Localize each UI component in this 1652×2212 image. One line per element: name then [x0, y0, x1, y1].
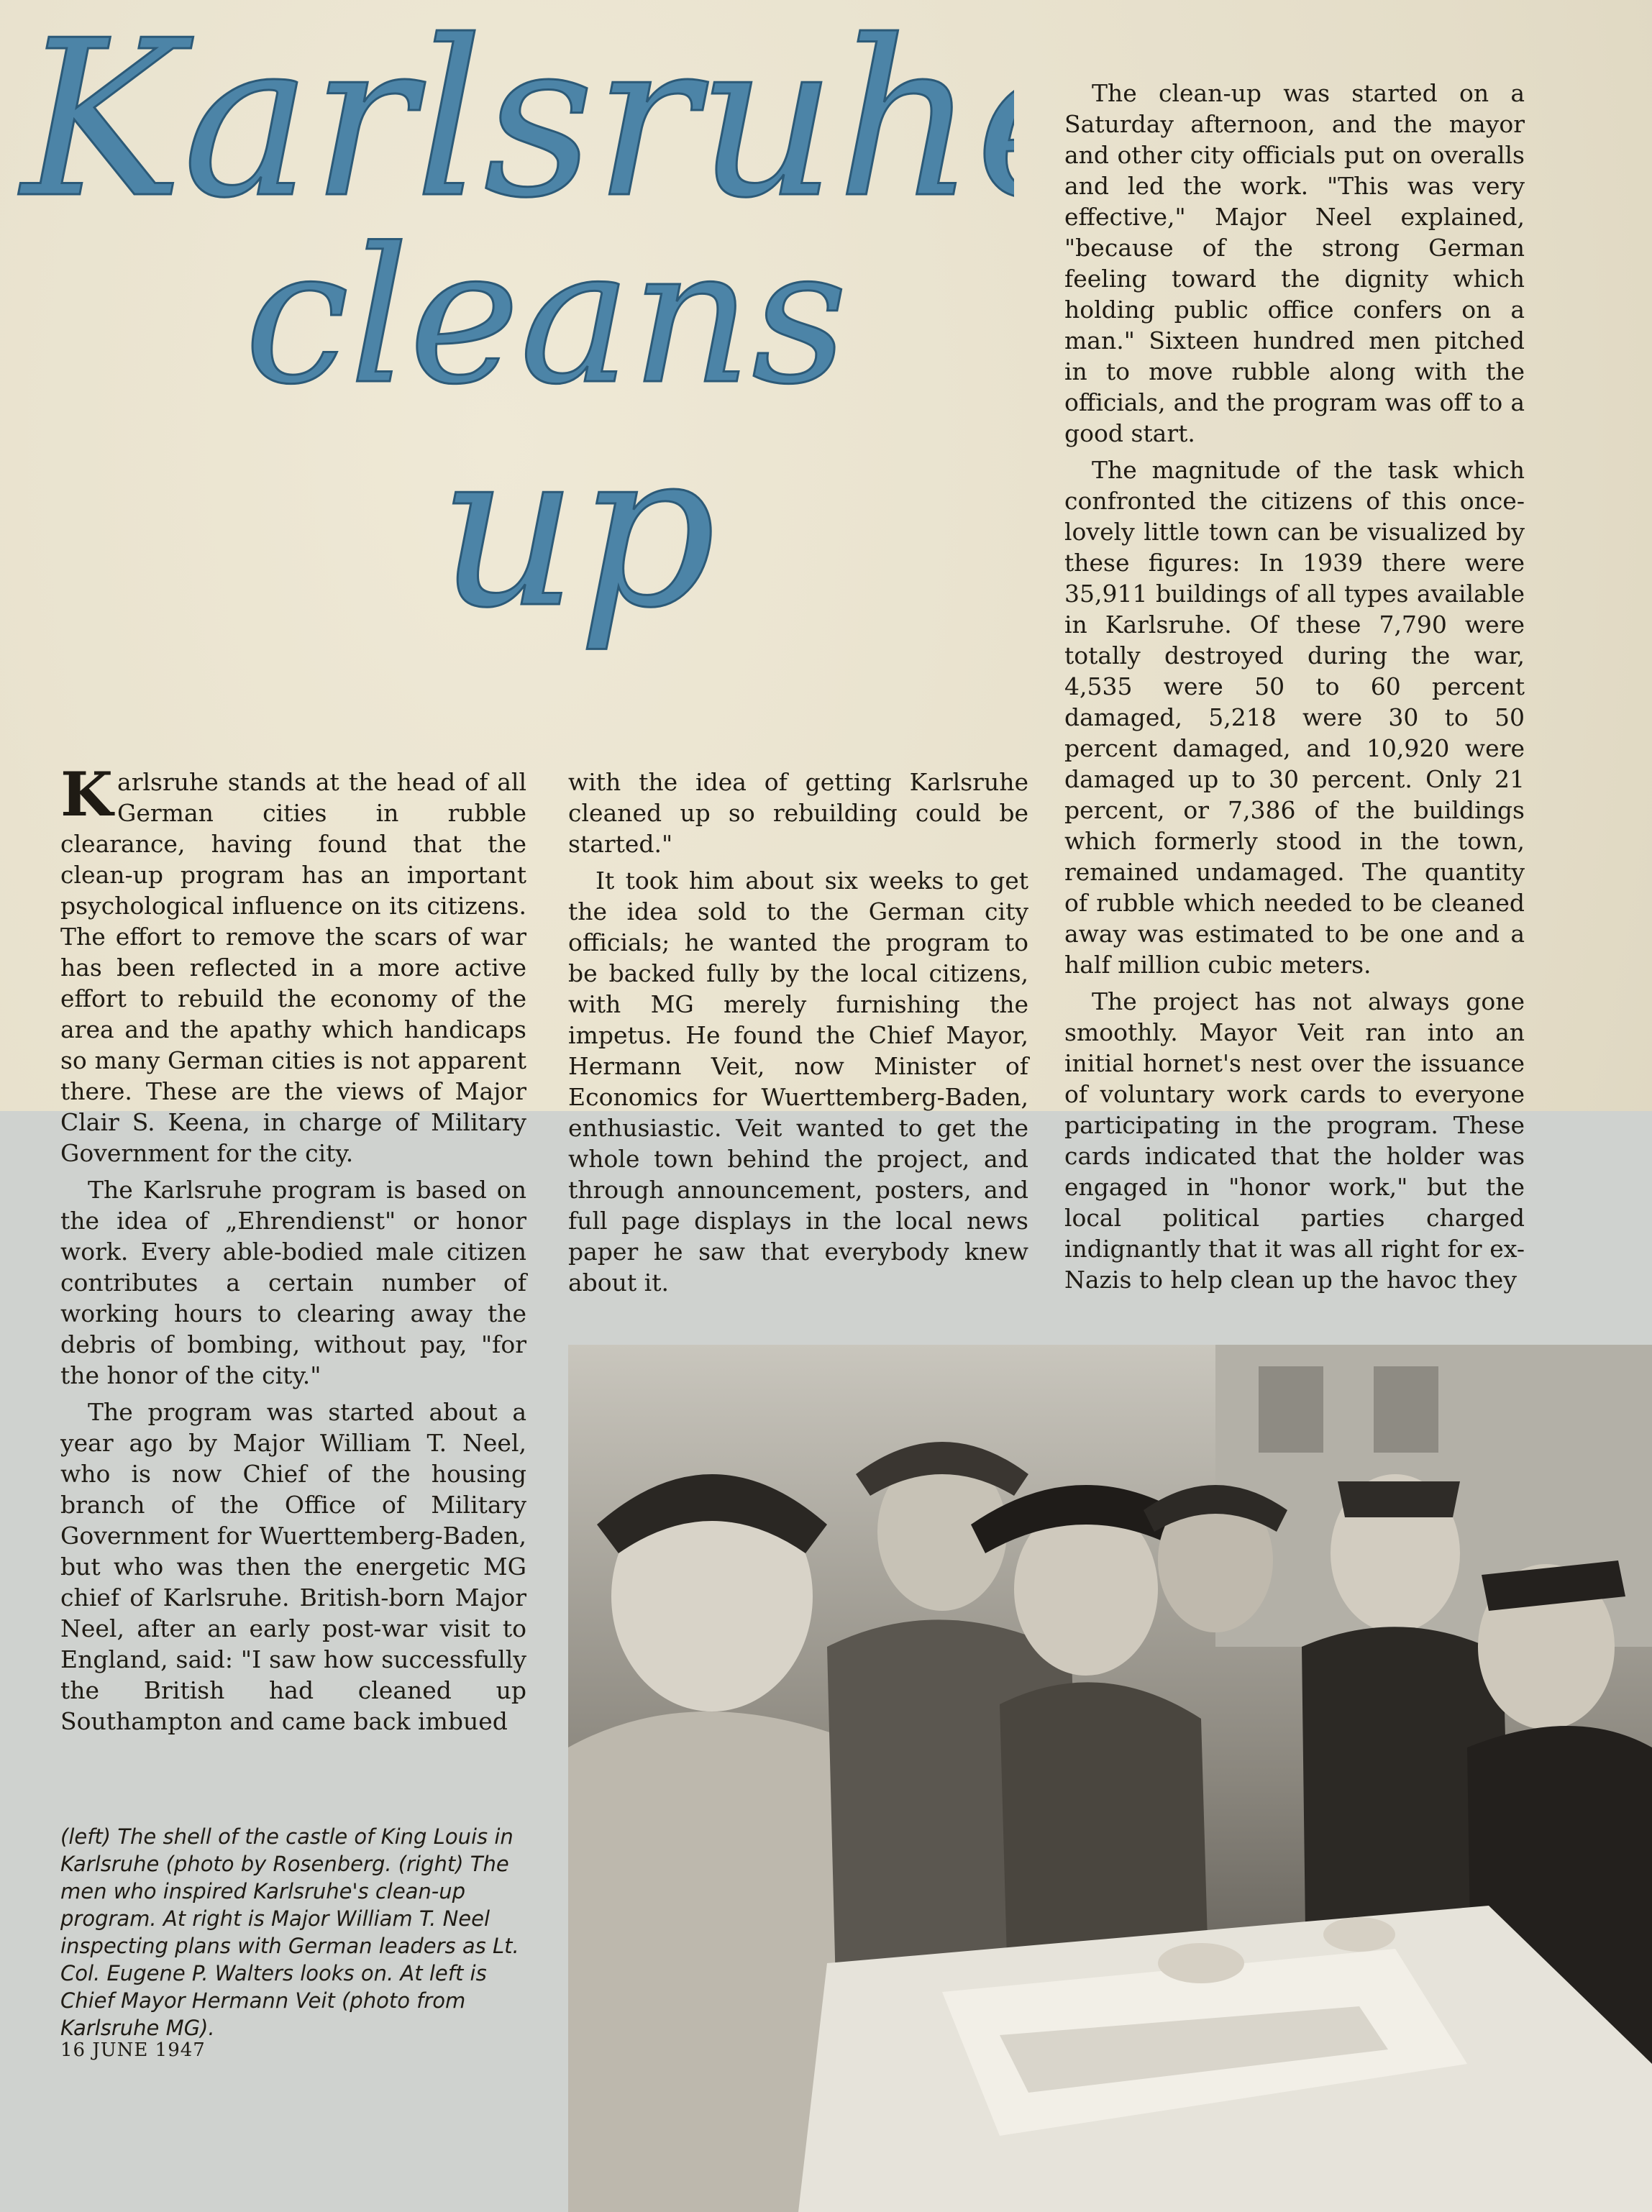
headline: [7, 0, 1014, 690]
photo-caption: (left) The shell of the castle of King Louis in Karlsruhe (photo by Rosenberg. (right) The men who inspired Karlsruhe's clean-up program. At right is Major William T. Neel inspecting plans with German leaders as Lt. Col. Eugene P. Walters looks on. At left is Chief Mayor Hermann Veit (photo from Karlsruhe MG).: [60, 1824, 519, 2040]
paragraph: The Karlsruhe program is based on the idea of „Ehrendienst" or honor work. Every able-bodied male citizen contributes a certain number of working hours to clearing away the debris of bombing, without pay, "for the honor of the city.": [60, 1176, 526, 1389]
paragraph: The program was started about a year ago by Major William T. Neel, who is now Chief of the housing branch of the Office of Military Government for Wuerttemberg-Baden, but who was then the energetic MG chief of Karlsruhe. British-born Major Neel, after an early post-war visit to England, said: "I saw how successfully the British had cleaned up Southampton and came back imbued: [60, 1398, 526, 1735]
headline-word-karlsruhe: Karlsruhe: [22, 0, 1014, 245]
paragraph: The project has not always gone smoothly. Mayor Veit ran into an initial hornet's nest over the issuance of voluntary work cards to everyone participating in the program. These cards indicated that the holder was engaged in "honor work," but the local political parties charged indignantly that it was all right for ex-Nazis to help clean up the havoc they: [1064, 987, 1525, 1294]
article-column-2: [568, 767, 1028, 1298]
lead-paragraph: [60, 759, 526, 1169]
paragraph: The magnitude of the task which confronted the citizens of this once-lovely little town can be visualized by these figures: In 1939 there were 35,911 buildings of all types available in Karlsruhe. Of these 7,790 were totally destroyed during the war, 4,535 were 50 to 60 percent damaged, 5,218 were 30 to 50 percent damaged, and 10,920 were damaged up to 30 percent. Only 21 percent, or 7,386 of the buildings which formerly stood in the town, remained undamaged. The quantity of rubble which needed to be cleaned away was estimated to be one and a half million cubic meters.: [1064, 456, 1525, 979]
article-column-3: [1064, 78, 1525, 1295]
paragraph: with the idea of getting Karlsruhe cleaned up so rebuilding could be started.": [568, 768, 1028, 858]
lead-paragraph-text: arlsruhe stands at the head of all German cities in rubble clearance, having found that the clean-up program has an important psychological influence on its citizens. The effort to remove the scars of war has been reflected in a more active effort to rebuild the economy of the area and the apathy which handicaps so many German cities is not apparent there. These are the views of Major Clair S. Keena, in charge of Military Government for the city.: [60, 768, 526, 1167]
photo-illustration: [568, 1345, 1652, 2212]
drop-cap: K: [60, 759, 114, 830]
page-folio: 16 JUNE 1947: [60, 2039, 206, 2061]
paragraph: The clean-up was started on a Saturday afternoon, and the mayor and other city officials put on overalls and led the work. "This was very effective," Major Neel explained, "because of the strong German feeling toward the dignity which holding public office confers on a man." Sixteen hundred men pitched in to move rubble along with the officials, and the program was off to a good start.: [1064, 79, 1525, 447]
article-column-1: [60, 759, 526, 1737]
headline-word-cleans: cleans: [245, 209, 848, 426]
photograph-men-inspecting-plans: [568, 1345, 1652, 2212]
paragraph: It took him about six weeks to get the idea sold to the German city officials; he wanted the program to be backed fully by the local citizens, with MG merely furnishing the impetus. He found the Chief Mayor, Hermann Veit, now Minister of Economics for Wuerttemberg-Baden, enthusiastic. Veit wanted to get the whole town behind the project, and through announcement, posters, and full page displays in the local news paper he saw that everybody knew about it.: [568, 867, 1028, 1297]
headline-word-up: up: [439, 404, 716, 655]
